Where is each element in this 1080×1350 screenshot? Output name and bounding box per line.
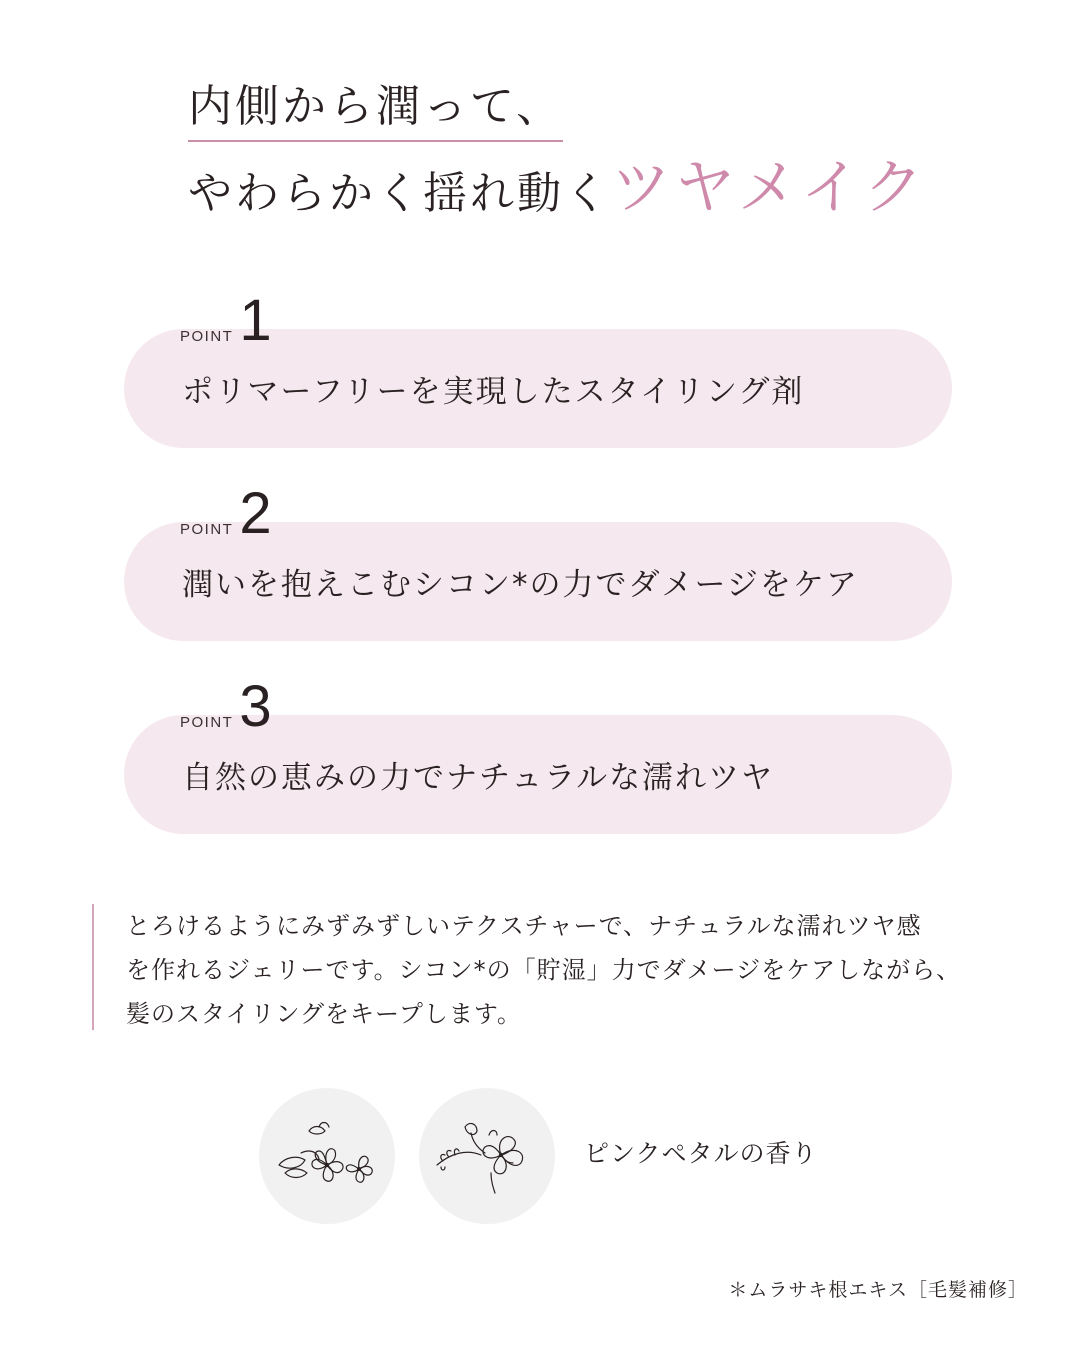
point-number: 1: [239, 288, 272, 353]
headline-accent: ツヤメイク: [611, 153, 928, 223]
point-1: [124, 288, 952, 448]
headline-prefix: やわらかく揺れ動く: [188, 168, 611, 219]
point-1-label: [180, 288, 272, 353]
flower-cluster-icon: [259, 1088, 395, 1224]
description: [92, 904, 992, 1030]
point-word: POINT: [180, 328, 234, 345]
point-3: [124, 674, 952, 834]
description-line-3: 髪のスタイリングをキープします。: [126, 1000, 522, 1028]
headline-line-2: [188, 153, 928, 224]
point-number: 3: [239, 674, 272, 739]
description-line-1: とろけるようにみずみずしいテクスチャーで、ナチュラルな濡れツヤ感: [126, 912, 922, 940]
point-2-label: [180, 481, 272, 546]
headline-line-1: 内側から潤って、: [188, 78, 563, 142]
point-number: 2: [239, 481, 272, 546]
point-1-text: ポリマーフリーを実現したスタイリング剤: [182, 374, 805, 410]
point-word: POINT: [180, 521, 234, 538]
point-2-text: 潤いを抱えこむシコン*の力でダメージをケア: [182, 567, 859, 603]
point-3-text: 自然の恵みの力でナチュラルな濡れツヤ: [182, 760, 775, 796]
point-2: [124, 481, 952, 641]
point-3-label: [180, 674, 272, 739]
scent-label: ピンクペタルの香り: [584, 1139, 818, 1168]
description-line-2: を作れるジェリーです。シコン*の「貯湿」力でダメージをケアしながら、: [126, 956, 962, 984]
point-word: POINT: [180, 714, 234, 731]
flower-branch-icon: [419, 1088, 555, 1224]
footnote: ＊ムラサキ根エキス［毛髪補修］: [728, 1279, 1028, 1301]
